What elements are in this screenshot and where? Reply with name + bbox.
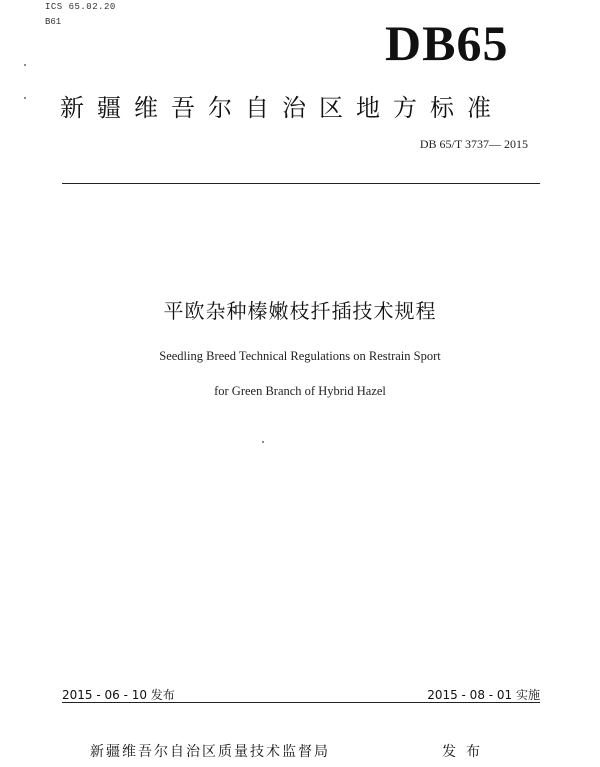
scan-speck (24, 97, 26, 99)
document-title-chinese: 平欧杂种榛嫩枝扦插技术规程 (163, 299, 437, 323)
standard-number: DB 65/T 3737— 2015 (419, 137, 528, 151)
issue-verb: 发布 (442, 744, 490, 760)
standard-type-heading: 新疆维吾尔自治区地方标准 (60, 94, 504, 122)
document-title-english-line-1: Seedling Breed Technical Regulations on Restrain Sport (159, 349, 441, 363)
standard-logo: DB65 (385, 15, 509, 71)
ccs-code: B61 (45, 17, 62, 27)
header-divider (62, 183, 540, 184)
implementation-date: 2015 - 08 - 01 实施 (427, 688, 540, 702)
footer-divider (62, 702, 540, 703)
ics-code: ICS 65.02.20 (45, 2, 116, 12)
scan-speck (24, 64, 26, 66)
issuing-authority: 新疆维吾尔自治区质量技术监督局 (90, 744, 330, 760)
scan-speck (262, 441, 264, 443)
document-title-english-line-2: for Green Branch of Hybrid Hazel (214, 384, 386, 398)
issue-date: 2015 - 06 - 10 发布 (62, 688, 175, 702)
